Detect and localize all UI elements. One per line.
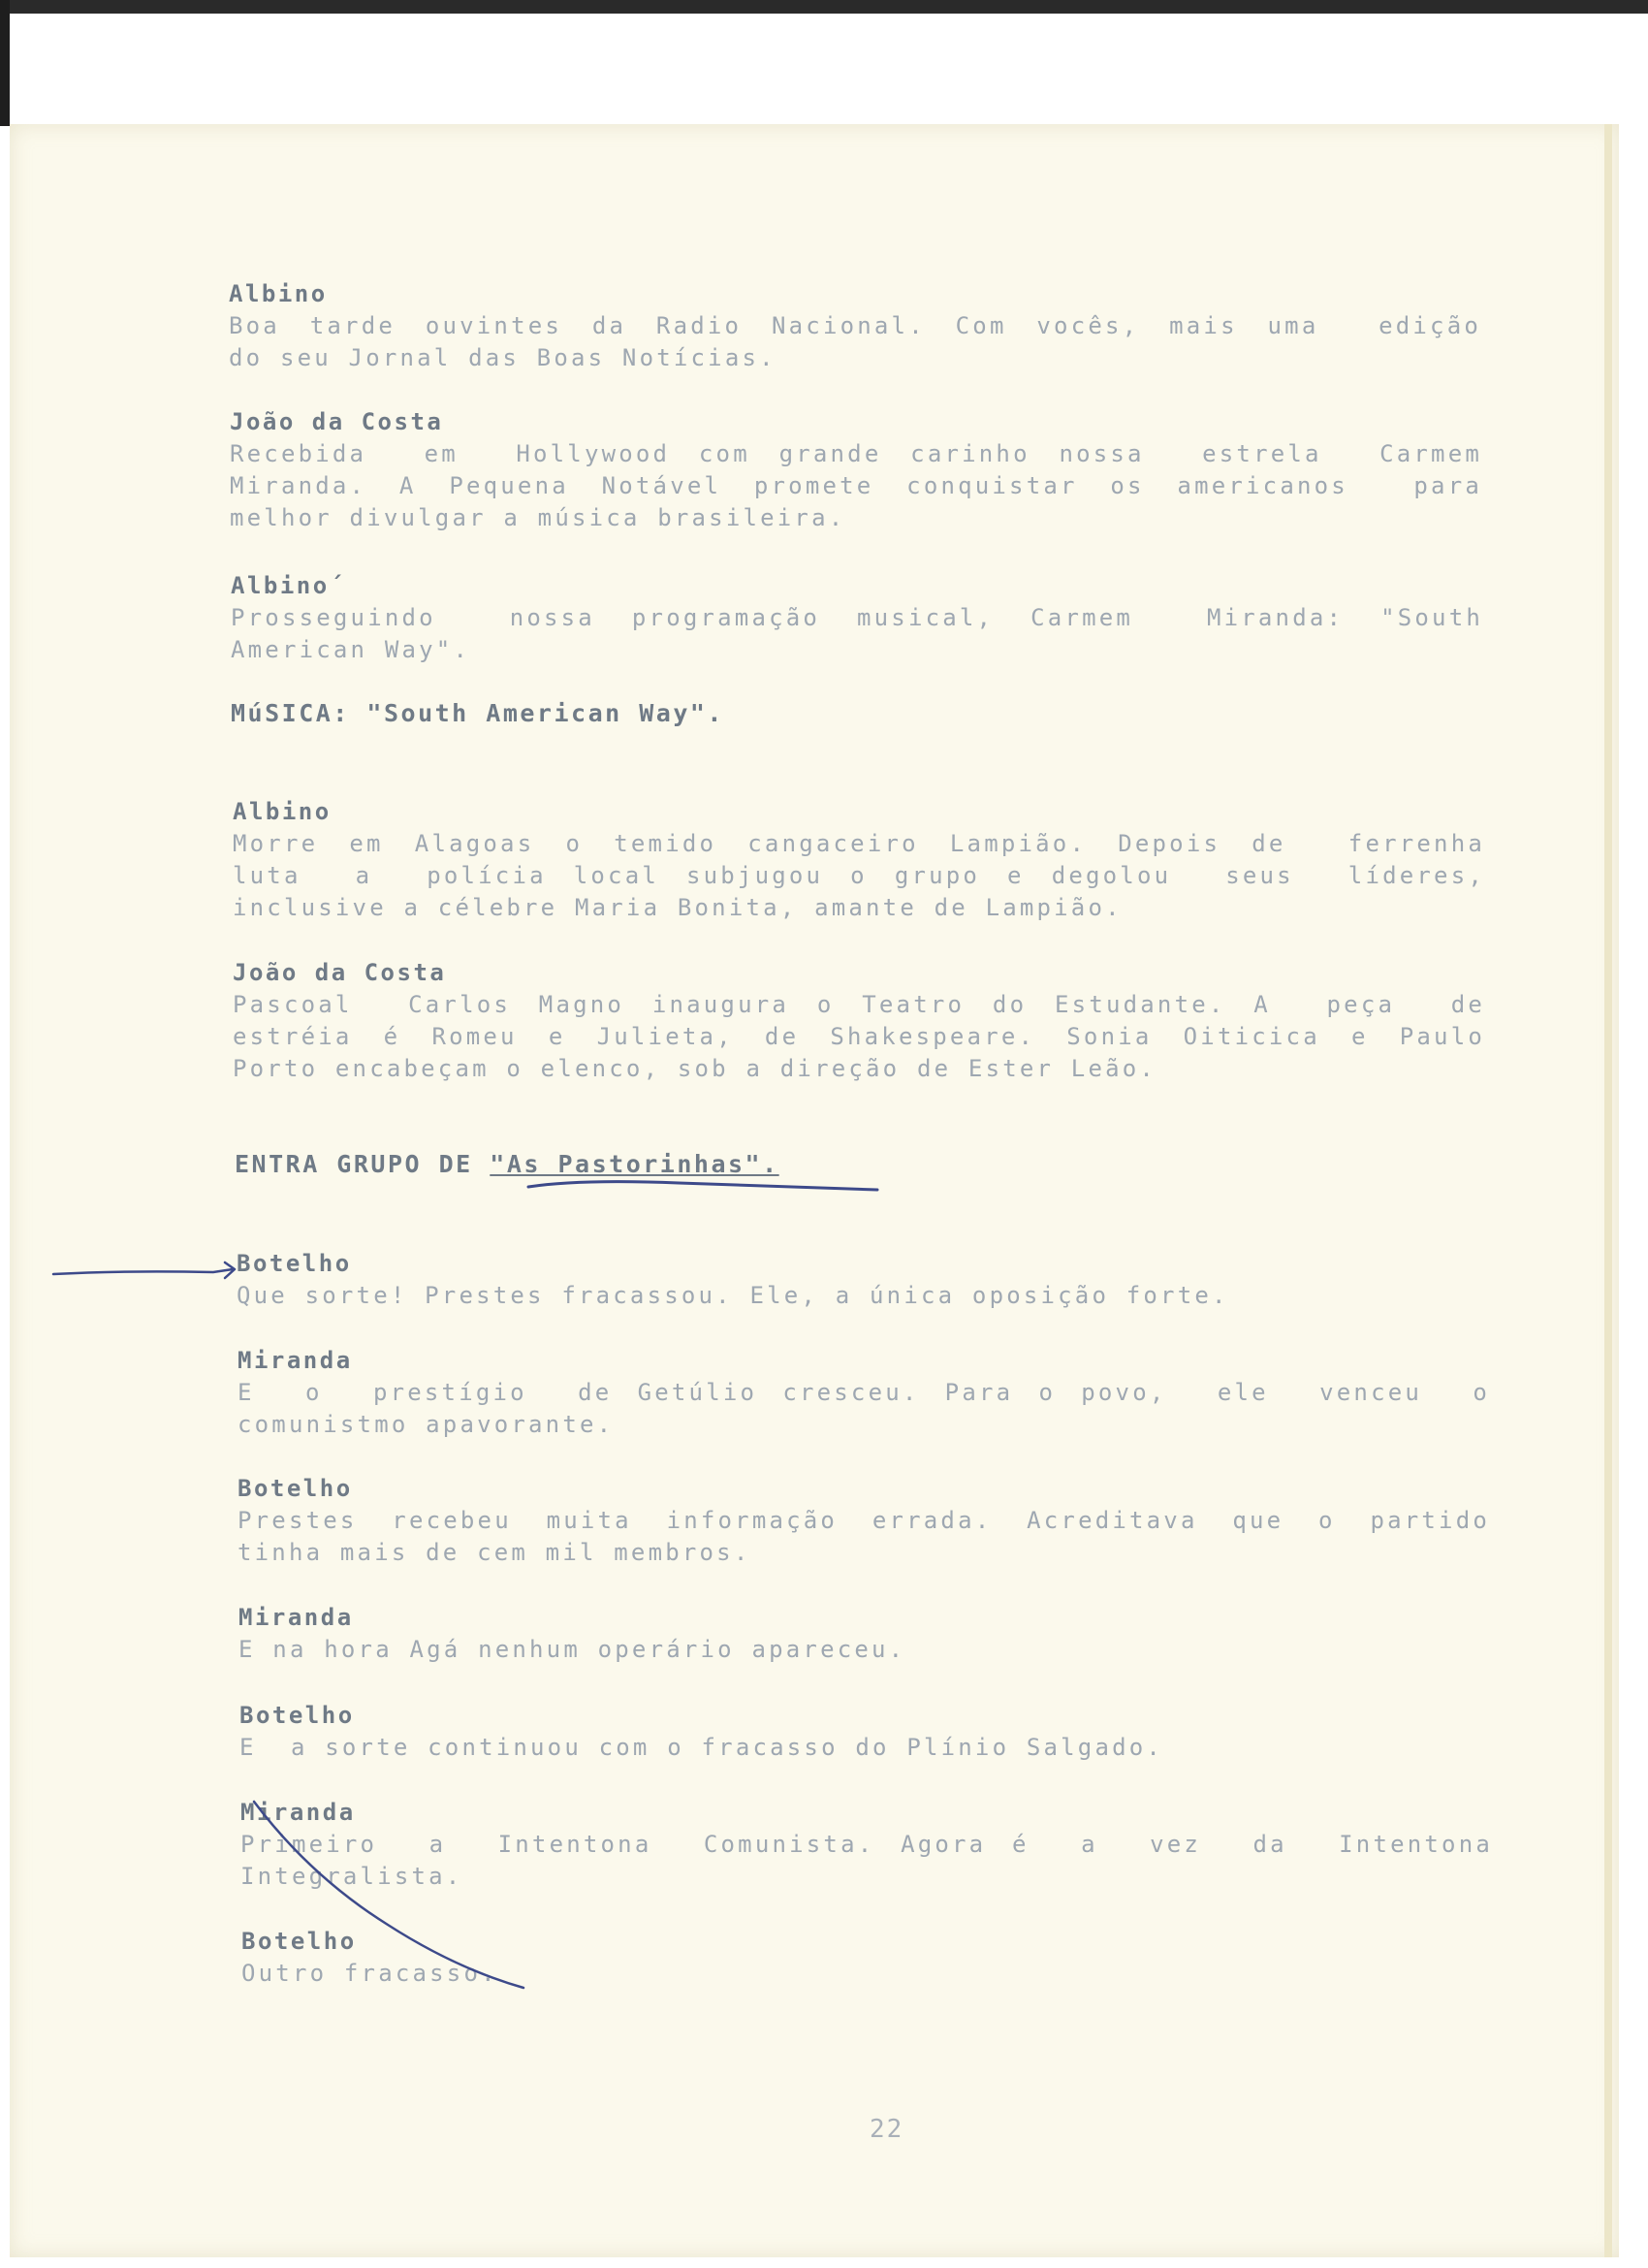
- dialogue-line: Recebida em Hollywood com grande carinho nossa estrela Carmem: [230, 440, 1482, 467]
- speaker-name: Albino: [229, 280, 328, 307]
- stage-direction: [235, 1150, 779, 1178]
- stage-direction-title: "As Pastorinhas".: [490, 1150, 779, 1178]
- dialogue-block: [239, 1700, 1492, 1764]
- dialogue-block: [237, 1248, 1489, 1312]
- scan-border-top: [0, 0, 1648, 14]
- dialogue-line: E a sorte continuou com o fracasso do Plínio Salgado.: [239, 1734, 1164, 1761]
- stage-direction-prefix: ENTRA GRUPO DE: [235, 1150, 491, 1178]
- speaker-name: Miranda: [238, 1604, 354, 1631]
- dialogue-block: [229, 278, 1481, 374]
- dialogue-block: [241, 1926, 1494, 1990]
- dialogue-line: Outro fracasso.: [241, 1960, 498, 1987]
- dialogue-line: comunistmo apavorante.: [238, 1411, 615, 1438]
- dialogue-line: Porto encabeçam o elenco, sob a direção de Ester Leão.: [233, 1055, 1157, 1082]
- speaker-name: Botelho: [238, 1475, 353, 1502]
- speaker-name: Botelho: [237, 1250, 352, 1277]
- dialogue-line: Boa tarde ouvintes da Radio Nacional. Com vocês, mais uma edição: [229, 312, 1481, 339]
- dialogue-line: tinha mais de cem mil membros.: [238, 1539, 751, 1566]
- stage-direction: [231, 699, 724, 727]
- speaker-name: Albino: [233, 798, 332, 825]
- stage-direction-text: MúSICA: "South American Way".: [231, 699, 724, 727]
- dialogue-block: [233, 957, 1485, 1085]
- dialogue-line: luta a polícia local subjugou o grupo e degolou seus líderes,: [233, 862, 1485, 889]
- dialogue-block: [240, 1797, 1493, 1893]
- speaker-name: João da Costa: [230, 408, 444, 435]
- dialogue-line: Prosseguindo nossa programação musical, Carmem Miranda: "South: [231, 604, 1483, 631]
- dialogue-line: Que sorte! Prestes fracassou. Ele, a única oposição forte.: [237, 1282, 1229, 1309]
- dialogue-line: Morre em Alagoas o temido cangaceiro Lampião. Depois de ferrenha: [233, 830, 1485, 857]
- speaker-name: Botelho: [241, 1928, 357, 1955]
- page-number: 22: [870, 2115, 904, 2144]
- dialogue-line: American Way".: [231, 636, 471, 663]
- dialogue-line: Primeiro a Intentona Comunista. Agora é a vez da Intentona: [240, 1831, 1493, 1858]
- dialogue-line: estréia é Romeu e Julieta, de Shakespeare. Sonia Oiticica e Paulo: [233, 1023, 1485, 1050]
- dialogue-block: [230, 406, 1482, 534]
- speaker-name: Miranda: [238, 1347, 353, 1374]
- dialogue-block: [238, 1345, 1490, 1441]
- scan-border-left: [0, 0, 10, 126]
- dialogue-line: Pascoal Carlos Magno inaugura o Teatro do Estudante. A peça de: [233, 991, 1485, 1018]
- speaker-name: Miranda: [240, 1799, 356, 1826]
- speaker-name: Botelho: [239, 1702, 355, 1729]
- dialogue-block: [231, 570, 1483, 666]
- dialogue-line: E o prestígio de Getúlio cresceu. Para o povo, ele venceu o: [238, 1379, 1490, 1406]
- dialogue-line: do seu Jornal das Boas Notícias.: [229, 344, 776, 371]
- dialogue-line: E na hora Agá nenhum operário apareceu.: [238, 1636, 906, 1663]
- paper-edge: [1604, 124, 1612, 2257]
- dialogue-line: melhor divulgar a música brasileira.: [230, 504, 846, 531]
- dialogue-block: [238, 1473, 1490, 1569]
- dialogue-line: Prestes recebeu muita informação errada. Acreditava que o partido: [238, 1507, 1490, 1534]
- speaker-name: Albino´: [231, 572, 346, 599]
- dialogue-block: [233, 796, 1485, 924]
- dialogue-line: inclusive a célebre Maria Bonita, amante de Lampião.: [233, 894, 1123, 921]
- dialogue-block: [238, 1602, 1491, 1666]
- speaker-name: João da Costa: [233, 959, 447, 986]
- dialogue-line: Miranda. A Pequena Notável promete conquistar os americanos para: [230, 472, 1482, 499]
- dialogue-line: Integralista.: [240, 1863, 463, 1890]
